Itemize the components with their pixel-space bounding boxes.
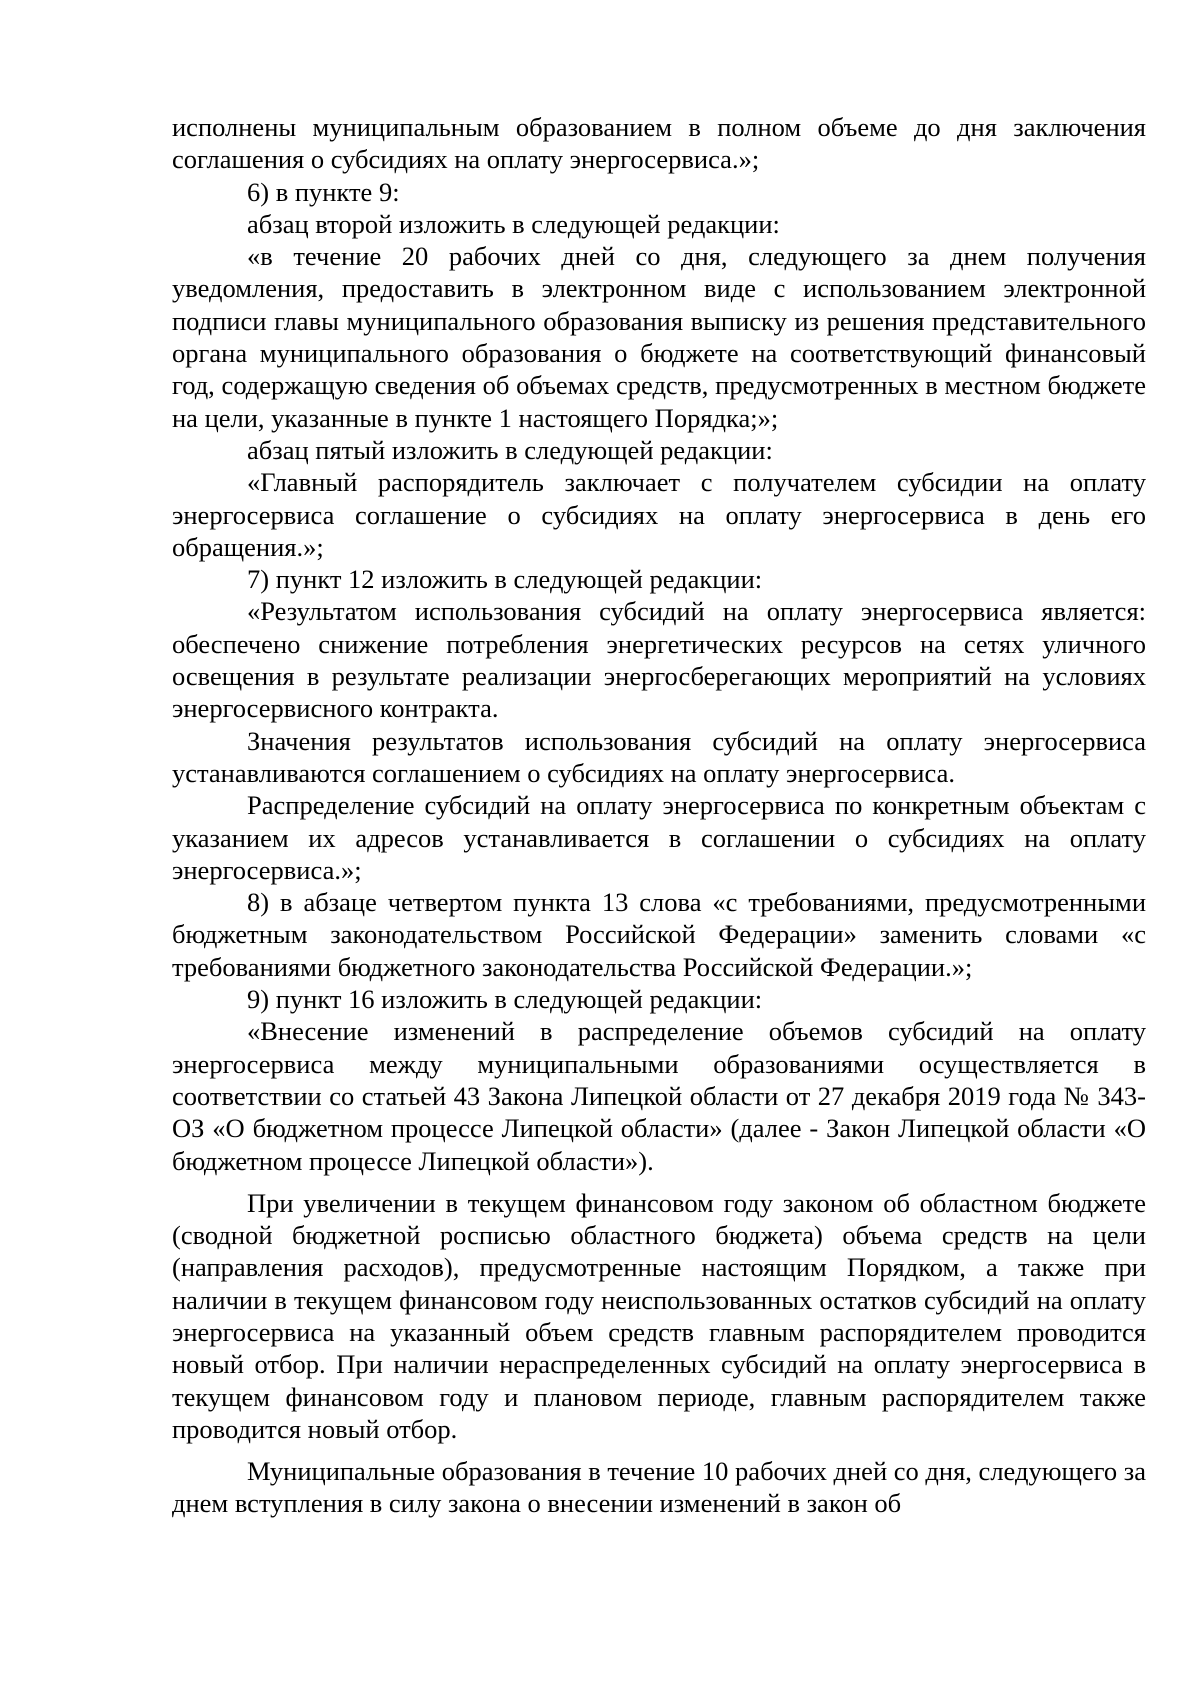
paragraph: абзац второй изложить в следующей редакции: bbox=[247, 208, 780, 239]
paragraph: Распределение субсидий на оплату энергосервиса по конкретным объектам с указанием их адресов устанавливается в соглашении о субсидиях на оплату энергосервиса.»; bbox=[172, 790, 1146, 885]
paragraph: 6) в пункте 9: bbox=[247, 176, 400, 207]
paragraph: 8) в абзаце четвертом пункта 13 слова «с требованиями, предусмотренными бюджетным законодательством Российской Федерации» заменить словами «с требованиями бюджетного законодательства Российской Федерации.»; bbox=[172, 887, 1146, 982]
paragraph: «в течение 20 рабочих дней со дня, следующего за днем получения уведомления, предоставить в электронном виде с использованием электронной подписи главы муниципального образования выписку из решения представительного органа муниципального образования о бюджете на соответствующий финансовый год, содержащую сведения об объемах средств, предусмотренных в местном бюджете на цели, указанные в пункте 1 настоящего Порядка;»; bbox=[172, 241, 1146, 433]
paragraph: абзац пятый изложить в следующей редакции: bbox=[247, 434, 773, 465]
document-body bbox=[172, 111, 1146, 1520]
paragraph: Муниципальные образования в течение 10 рабочих дней со дня, следующего за днем вступления в силу закона о внесении изменений в закон об bbox=[172, 1456, 1146, 1519]
paragraph: 9) пункт 16 изложить в следующей редакции: bbox=[247, 984, 763, 1015]
paragraph: Значения результатов использования субсидий на оплату энергосервиса устанавливаются соглашением о субсидиях на оплату энергосервиса. bbox=[172, 725, 1146, 788]
paragraph: исполнены муниципальным образованием в полном объеме до дня заключения соглашения о субсидиях на оплату энергосервиса.»; bbox=[172, 112, 1146, 175]
paragraph: «Главный распорядитель заключает с получателем субсидии на оплату энергосервиса соглашение о субсидиях на оплату энергосервиса в день его обращения.»; bbox=[172, 467, 1146, 562]
paragraph: 7) пункт 12 изложить в следующей редакции: bbox=[247, 564, 763, 595]
paragraph: «Результатом использования субсидий на оплату энергосервиса является: обеспечено снижение потребления энергетических ресурсов на сетях уличного освещения в результате реализации энергосберегающих мероприятий на условиях энергосервисного контракта. bbox=[172, 596, 1146, 724]
paragraph: При увеличении в текущем финансовом году законом об областном бюджете (сводной бюджетной росписью областного бюджета) объема средств на цели (направления расходов), предусмотренные настоящим Порядком, а также при наличии в текущем финансовом году неиспользованных остатков субсидий на оплату энергосервиса на указанный объем средств главным распорядителем проводится новый отбор. При наличии нераспределенных субсидий на оплату энергосервиса в текущем финансовом году и плановом периоде, главным распорядителем также проводится новый отбор. bbox=[172, 1187, 1146, 1444]
paragraph: «Внесение изменений в распределение объемов субсидий на оплату энергосервиса между муниципальными образованиями осуществляется в соответствии со статьей 43 Закона Липецкой области от 27 декабря 2019 года № 343-ОЗ «О бюджетном процессе Липецкой области» (далее - Закон Липецкой области «О бюджетном процессе Липецкой области»). bbox=[172, 1016, 1146, 1176]
